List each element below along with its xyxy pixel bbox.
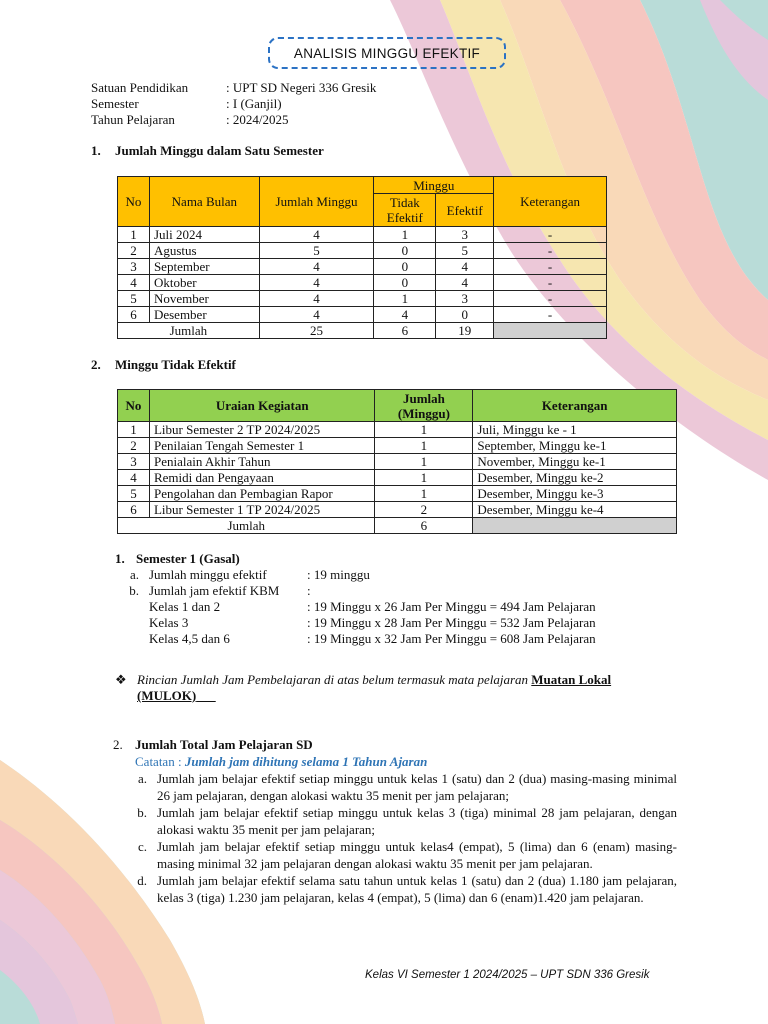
summary-line: Kelas 3 : 19 Minggu x 28 Jam Per Minggu = 532 Jam Pelajaran: [149, 615, 596, 630]
col-header-jumlah: Jumlah Minggu: [259, 177, 374, 227]
summary-line: a. Jumlah minggu efektif : 19 minggu: [129, 567, 370, 582]
col-header-minggu: Minggu: [374, 177, 494, 194]
document-meta: [91, 80, 376, 128]
page-footer: Kelas VI Semester 1 2024/2025 – UPT SDN 336 Gresik: [365, 969, 650, 981]
mulok-note: ❖ Rincian Jumlah Jam Pembelajaran di atas belum termasuk mata pelajaran Muatan Lokal (MULOK): [115, 672, 612, 703]
table-total-row: Jumlah 25 6 19: [118, 323, 607, 339]
table-row: 6 Libur Semester 1 TP 2024/2025 2 Desember, Minggu ke-4: [118, 502, 677, 518]
document-title: ANALISIS MINGGU EFEKTIF: [268, 37, 506, 69]
table-row: 1 Libur Semester 2 TP 2024/2025 1 Juli, Minggu ke - 1: [118, 422, 677, 438]
col-header-uraian: Uraian Kegiatan: [149, 390, 375, 422]
col-header-bulan: Nama Bulan: [149, 177, 259, 227]
semester-summary: [115, 551, 596, 647]
total-hours-heading: 2. Jumlah Total Jam Pelajaran SD: [113, 737, 313, 752]
col-header-jumlah: Jumlah (Minggu): [375, 390, 473, 422]
summary-line: Kelas 4,5 dan 6 : 19 Minggu x 32 Jam Per Minggu = 608 Jam Pelajaran: [149, 631, 596, 646]
col-header-tidak: Tidak Efektif: [374, 194, 436, 227]
table-row: 4 Oktober 4 0 4 -: [118, 275, 607, 291]
catatan: Catatan : Jumlah jam dihitung selama 1 Tahun Ajaran: [135, 753, 428, 769]
diamond-bullet-icon: ❖: [115, 672, 127, 687]
list-item: d. Jumlah jam belajar efektif selama satu tahun untuk kelas 1 (satu) dan 2 (dua) 1.180 jam pelajaran, kelas 3 (tiga) 1.230 jam pelajaran, kelas 4 (empat), 5 (lima) dan 6 (enam)1.420 jam pelajaran.: [137, 873, 677, 905]
table-row: 2 Agustus 5 0 5 -: [118, 243, 607, 259]
weeks-table: [117, 176, 607, 339]
meta-row: Tahun Pelajaran : 2024/2025: [91, 112, 289, 127]
section-1-heading: 1. Jumlah Minggu dalam Satu Semester: [91, 143, 324, 158]
table-row: 3 September 4 0 4 -: [118, 259, 607, 275]
col-header-efektif: Efektif: [436, 194, 494, 227]
meta-row: Semester : I (Ganjil): [91, 96, 282, 111]
table-row: 5 November 4 1 3 -: [118, 291, 607, 307]
table-row: 4 Remidi dan Pengayaan 1 Desember, Minggu ke-2: [118, 470, 677, 486]
table-row: 2 Penilaian Tengah Semester 1 1 September, Minggu ke-1: [118, 438, 677, 454]
table-total-row: Jumlah 6: [118, 518, 677, 534]
table-row: 3 Penialain Akhir Tahun 1 November, Minggu ke-1: [118, 454, 677, 470]
list-item: c. Jumlah jam belajar efektif setiap minggu untuk kelas4 (empat), 5 (lima) dan 6 (enam) masing-masing minimal 32 jam pelajaran dengan alokasi waktu 35 menit per jam pelajaran.: [137, 839, 677, 871]
list-item: b. Jumlah jam belajar efektif setiap minggu untuk kelas 3 (tiga) minimal 28 jam pelajaran, dengan alokasi waktu 35 menit per jam pelajaran;: [137, 805, 677, 837]
list-item: a. Jumlah jam belajar efektif setiap minggu untuk kelas 1 (satu) dan 2 (dua) masing-masing minimal 26 jam pelajaran, dengan alokasi waktu 35 menit per jam pelajaran;: [137, 771, 677, 803]
col-header-no: No: [118, 390, 150, 422]
summary-line: Kelas 1 dan 2 : 19 Minggu x 26 Jam Per Minggu = 494 Jam Pelajaran: [149, 599, 596, 614]
meta-row: Satuan Pendidikan : UPT SD Negeri 336 Gresik: [91, 80, 377, 95]
semester-heading: 1. Semester 1 (Gasal): [115, 551, 240, 566]
total-hours-section: [113, 737, 677, 906]
table-row: 5 Pengolahan dan Pembagian Rapor 1 Desember, Minggu ke-3: [118, 486, 677, 502]
non-effective-weeks-table: [117, 389, 677, 534]
table-row: 6 Desember 4 4 0 -: [118, 307, 607, 323]
table-row: 1 Juli 2024 4 1 3 -: [118, 227, 607, 243]
section-2-heading: 2. Minggu Tidak Efektif: [91, 357, 236, 372]
summary-line: b. Jumlah jam efektif KBM :: [129, 583, 311, 598]
col-header-ket: Keterangan: [494, 177, 607, 227]
col-header-ket: Keterangan: [473, 390, 677, 422]
col-header-no: No: [118, 177, 150, 227]
